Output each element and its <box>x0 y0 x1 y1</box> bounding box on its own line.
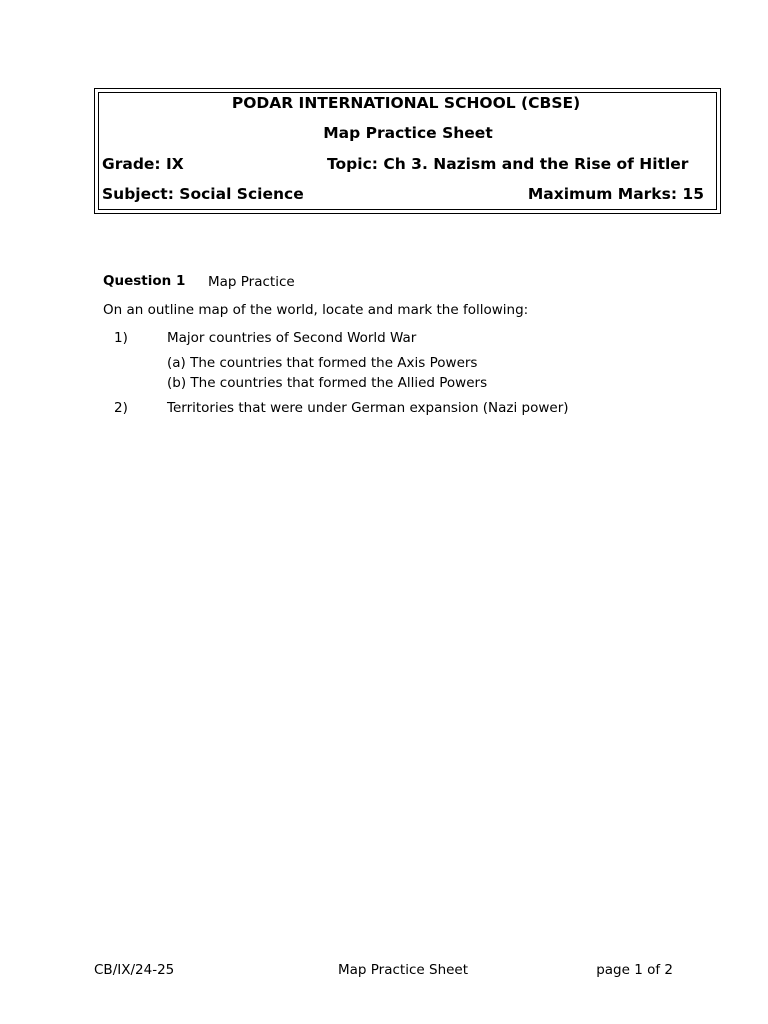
school-name: PODAR INTERNATIONAL SCHOOL (CBSE) <box>231 94 581 112</box>
max-marks-label: Maximum Marks: 15 <box>527 185 704 203</box>
item-number: 2) <box>114 400 128 416</box>
subject-label: Subject: Social Science <box>102 185 304 203</box>
instruction-text: On an outline map of the world, locate and mark the following: <box>103 302 529 318</box>
question-label: Question 1 <box>103 273 186 289</box>
footer-title: Map Practice Sheet <box>338 962 469 978</box>
item-text: Territories that were under German expansion (Nazi power) <box>167 400 569 416</box>
subitem-text: (b) The countries that formed the Allied Powers <box>167 375 488 391</box>
grade-label: Grade: IX <box>102 155 184 173</box>
subitem-text: (a) The countries that formed the Axis Powers <box>167 355 478 371</box>
footer-code: CB/IX/24-25 <box>94 962 175 978</box>
item-number: 1) <box>114 330 128 346</box>
footer-page-number: page 1 of 2 <box>596 962 673 978</box>
sheet-title: Map Practice Sheet <box>323 124 493 142</box>
question-title: Map Practice <box>208 274 295 290</box>
topic-label: Topic: Ch 3. Nazism and the Rise of Hitler <box>327 155 689 173</box>
item-text: Major countries of Second World War <box>167 330 417 346</box>
